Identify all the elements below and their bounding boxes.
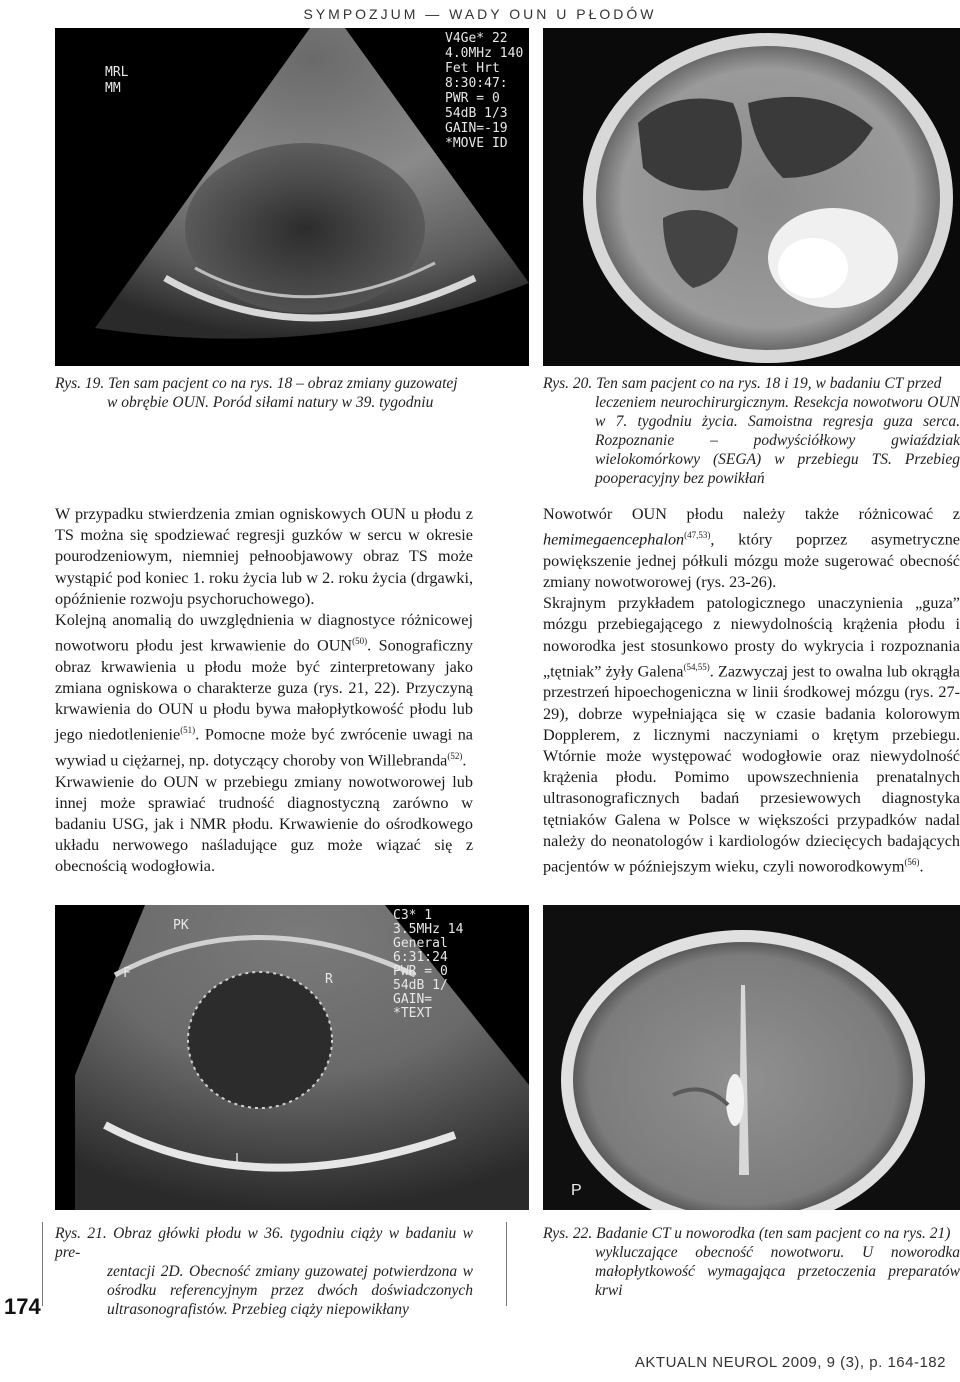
overlay21-right-4: 6:31:24 [393, 950, 448, 965]
caption-19-line2: w obrębie OUN. Poród siłami natury w 39. tygodniu [107, 394, 434, 411]
caption-21-line1: Obraz główki płodu w 36. tygodniu ciąży w badaniu w pre- [55, 1225, 473, 1261]
page-number-box [0, 1288, 41, 1344]
caption-21-label: Rys. 21. [55, 1225, 107, 1242]
overlay-right-2: 4.0MHz 140 [445, 46, 524, 61]
ref-52: (52) [447, 751, 463, 762]
page-number-divider [42, 1222, 43, 1306]
left-text-column [55, 504, 473, 878]
caption-20-rest: leczeniem neurochirurgicznym. Resekcja nowotworu OUN w 7. tygodniu życia. Samoistna regresja guza serca. Rozpoznanie – podwyściółkowy gwiaździak wielokomórkowy (SEGA) w przebiegu TS. Przebieg pooperacyjny bez powikłań [595, 394, 960, 487]
right-paragraph-1: Nowotwór OUN płodu należy także różnicować z hemimegaencephalon$^{(47,53)}$, który poprzez asymetryczne powiększenie jednej półkuli mózgu może sugerować obecność zmiany nowotworowej (rys. 23-26). [543, 505, 960, 591]
overlay-right-8: *MOVE ID [445, 136, 508, 151]
figure-22-ct-scan [543, 905, 960, 1210]
overlay21-mark-f: F [123, 966, 131, 981]
ref-50: (50) [352, 636, 368, 647]
caption-21-rest: zentacji 2D. Obecność zmiany guzowatej potwierdzona w ośrodku referencyjnym przez dwóch doświadczonych ultrasonografistów. Przebieg ciąży niepowikłany [107, 1263, 473, 1318]
caption-19-label: Rys. 19. [55, 375, 105, 392]
overlay21-right-2: 3.5MHz 14 [393, 922, 464, 937]
ref-56: (56) [904, 857, 920, 868]
ref-51: (51) [180, 725, 196, 736]
overlay21-mark-l: L [235, 1152, 243, 1167]
overlay21-right-5: PWR = 0 [393, 964, 448, 979]
left-paragraph-1: W przypadku stwierdzenia zmian ogniskowych OUN u płodu z TS można się spodziewać regresji guzków w sercu w okresie pourodzeniowym, niemniej pełnoobjawowy obraz TS może wystąpić pod koniec 1. roku życia lub w 2. roku życia (drgawki, opóźnienie rozwoju psychoruchowego). [55, 505, 473, 608]
page-number: 174 [4, 1294, 41, 1319]
overlay21-mark-r: R [325, 972, 333, 987]
caption-figure-19 [55, 374, 529, 412]
journal-footer: AKTUALN NEUROL 2009, 9 (3), p. 164-182 [634, 1354, 946, 1371]
caption-figure-20 [543, 374, 960, 488]
overlay21-right-7: GAIN= [393, 992, 433, 1007]
overlay21-right-6: 54dB 1/ [393, 978, 448, 993]
overlay21-right-8: *TEXT [393, 1006, 433, 1021]
left-paragraph-2: Kolejną anomalią do uwzględnienia w diagnostyce różnicowej nowotworu płodu jest krwawienie do OUN$^{(50)}$. Sonograficzny obraz krwawienia u płodu może być zinterpretowany jako zmiana ogniskowa o charakterze guza (rys. 21, 22). Przyczyną krwawienia do OUN u płodu bywa małopłytkowość płodu lub jego niedotlenienie$^{(51)}$. Pomocne może być zwrócenie uwagi na wywiad u ciężarnej, np. dotyczący choroby von Willebranda$^{(52)}$. [55, 611, 473, 770]
overlay22-mark-p: P [571, 1182, 582, 1199]
running-header: SYMPOZJUM — WADY OUN U PŁODÓW [303, 6, 657, 22]
overlay-left-2: MM [105, 81, 121, 96]
figure-19-ultrasound [55, 28, 529, 366]
caption-figure-22 [543, 1224, 960, 1300]
overlay-right-7: GAIN=-19 [445, 121, 508, 136]
term-hemimegaencephalon: hemimegaencephalon [543, 530, 685, 549]
overlay-right-5: PWR = 0 [445, 91, 500, 106]
caption-20-line1: Ten sam pacjent co na rys. 18 i 19, w badaniu CT przed [596, 375, 942, 392]
ref-54-55: (54,55) [683, 661, 710, 672]
overlay21-right-1: C3* 1 [393, 908, 433, 923]
figure-20-ct-scan [543, 28, 960, 366]
overlay-right-4: 8:30:47: [445, 76, 508, 91]
overlay-left-1: MRL [105, 65, 129, 80]
caption-22-label: Rys. 22. [543, 1225, 593, 1242]
caption-20-label: Rys. 20. [543, 375, 593, 392]
overlay-right-6: 54dB 1/3 [445, 106, 508, 121]
ref-47-53: (47,53) [684, 530, 711, 541]
caption-19-line1: Ten sam pacjent co na rys. 18 – obraz zmiany guzowatej [108, 375, 458, 392]
overlay-right-3: Fet Hrt [445, 61, 500, 76]
right-paragraph-2: Skrajnym przykładem patologicznego unaczynienia „guza” mózgu przebiegającego z niewydolnością krążenia płodu i noworodka jest stosunkowo prosty do wykrycia i rozpoznania „tętniak” żyły Galena$^{(54,55)}$. Zazwyczaj jest to owalna lub okrągła przestrzeń hipoechogeniczna w linii środkowej mózgu (rys. 27-29), dobrze wypełniająca się w czasie badania kolorowym Dopplerem, z licznymi naczyniami o krętym przebiegu. Wtórnie może występować wodogłowie oraz niewydolność krążenia płodu. Pomimo upowszechnienia prenatalnych ultrasonograficznych badań przesiewowych diagnostyka tętniaków Galena w Polsce w większości przypadków nadal należy do neonatologów i kardiologów dziecięcych badających pacjentów w późniejszym wieku, czyli noworodkowym$^{(56)}$. [543, 594, 960, 876]
overlay21-mark-pk: PK [173, 918, 189, 933]
caption-divider [506, 1222, 507, 1306]
caption-22-rest: wykluczające obecność nowotworu. U noworodka małopłytkowość wymagająca przetoczenia preparatów krwi [595, 1244, 960, 1299]
figure-21-ultrasound [55, 905, 529, 1210]
overlay-right-1: V4Ge* 22 [445, 31, 508, 46]
right-text-column [543, 504, 960, 878]
caption-22-line1: Badanie CT u noworodka (ten sam pacjent co na rys. 21) [596, 1225, 951, 1242]
overlay21-right-3: General [393, 936, 448, 951]
caption-figure-21 [55, 1224, 473, 1319]
left-paragraph-3: Krwawienie do OUN w przebiegu zmiany nowotworowej lub innej może sprawiać trudność diagnostyczną zarówno w badaniu USG, jak i NMR płodu. Krwawienie do ośrodkowego układu nerwowego naśladujące guz może wiązać się z obecnością wodogłowia. [55, 772, 473, 876]
